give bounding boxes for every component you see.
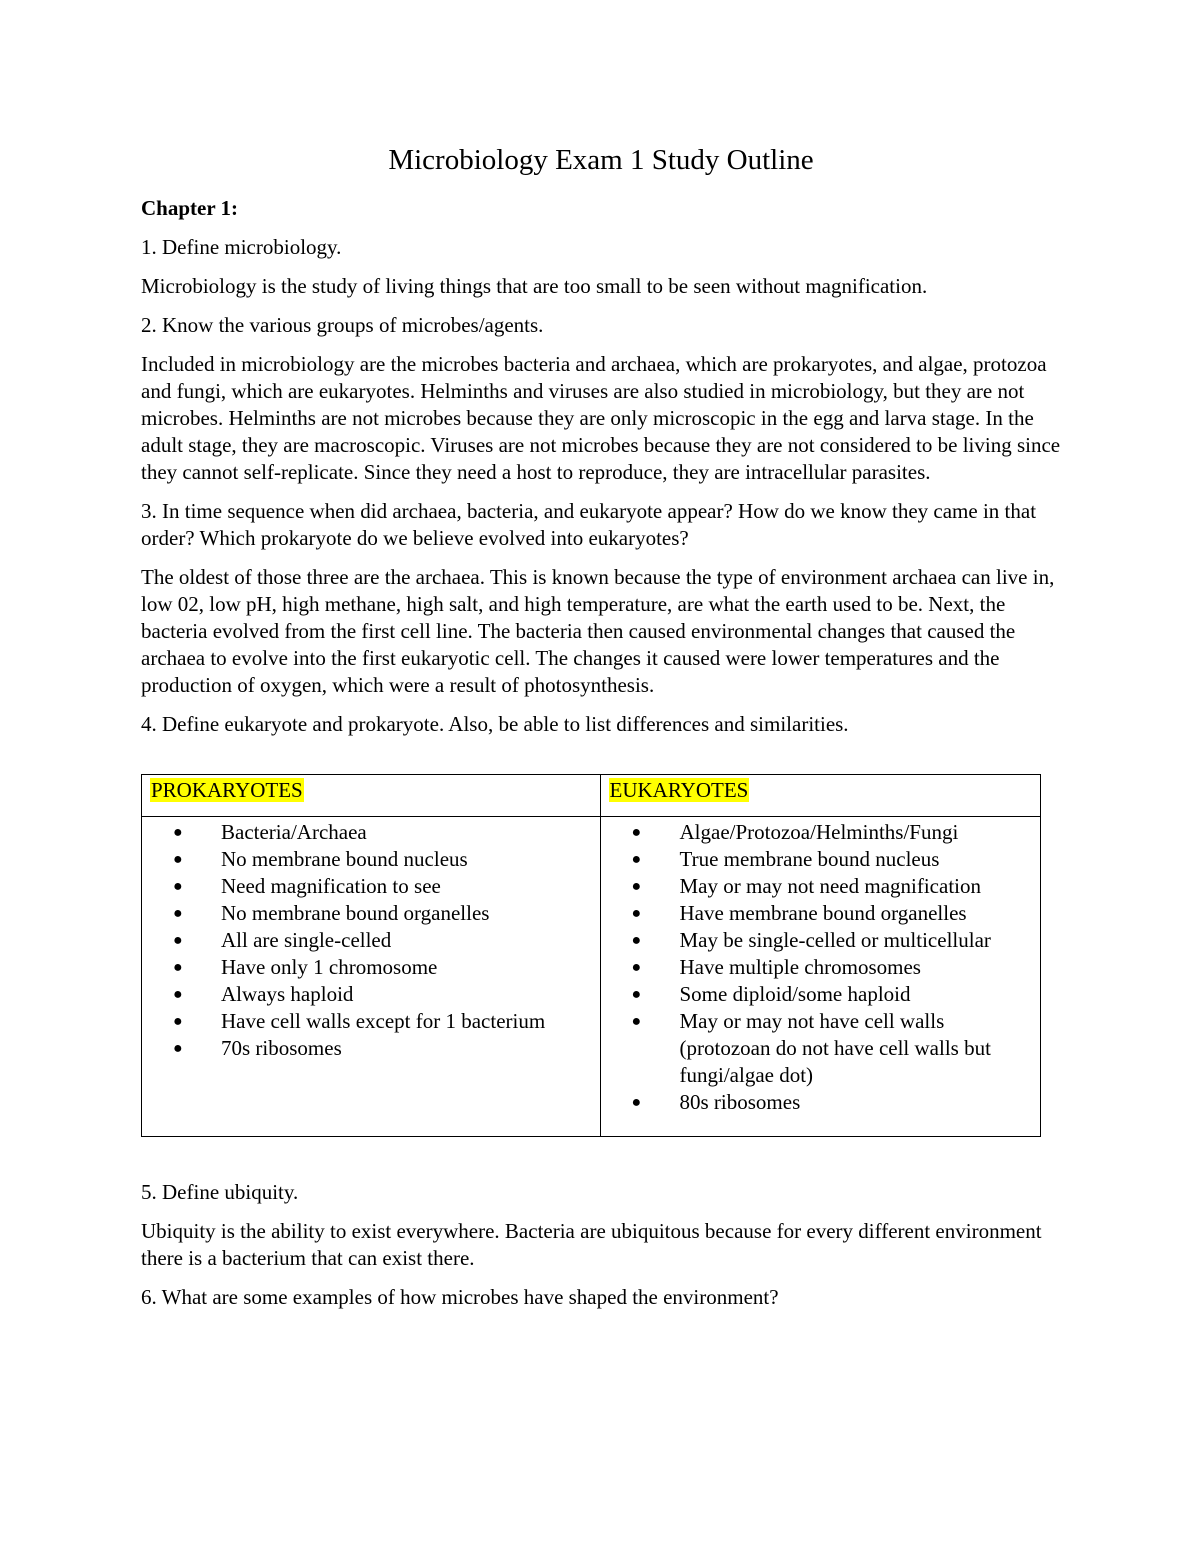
question-4: 4. Define eukaryote and prokaryote. Also, be able to list differences and similarities. — [141, 712, 849, 736]
list-item — [601, 1008, 1041, 1089]
list-item-text: Some diploid/some haploid — [679, 982, 911, 1006]
after-table-section — [141, 1179, 1061, 1311]
list-item-text: May be single-celled or multicellular — [679, 928, 991, 952]
bullet-icon: ● — [631, 905, 642, 922]
bullet-icon: ● — [631, 959, 642, 976]
list-item — [601, 927, 1041, 954]
list-item-text: Algae/Protozoa/Helminths/Fungi — [679, 820, 959, 844]
answer-2: Included in microbiology are the microbes bacteria and archaea, which are prokaryotes, and algae, protozoa and fungi, which are eukaryotes. Helminths and viruses are also studied in microbiology, but they are not microbes. Helminths are not microbes because they are only microscopic in the egg and larva stage. In the adult stage, they are macroscopic. Viruses are not microbes because they are not considered to be living since they cannot self-replicate. Since they need a host to reproduce, they are intracellular parasites. — [141, 352, 1061, 484]
eukaryotes-header-cell — [600, 775, 1041, 817]
list-item — [142, 846, 600, 873]
bullet-icon: ● — [631, 824, 642, 841]
list-item — [601, 954, 1041, 981]
bullet-icon: ● — [631, 878, 642, 895]
question-1: 1. Define microbiology. — [141, 235, 342, 259]
list-item — [601, 846, 1041, 873]
list-item-text: Have only 1 chromosome — [221, 955, 438, 979]
question-3: 3. In time sequence when did archaea, bacteria, and eukaryote appear? How do we know they came in that order? Which prokaryote do we believe evolved into eukaryotes? — [141, 499, 1037, 550]
list-item-text: Need magnification to see — [221, 874, 441, 898]
list-item — [601, 900, 1041, 927]
bullet-icon: ● — [173, 824, 183, 841]
list-item-text: No membrane bound nucleus — [221, 847, 468, 871]
question-5: 5. Define ubiquity. — [141, 1180, 299, 1204]
list-item-text: Bacteria/Archaea — [221, 820, 367, 844]
bullet-icon: ● — [173, 878, 183, 895]
bullet-icon: ● — [173, 959, 183, 976]
list-item — [142, 927, 600, 954]
bullet-icon: ● — [631, 851, 642, 868]
bullet-icon: ● — [631, 986, 642, 1003]
list-item-text: True membrane bound nucleus — [679, 847, 940, 871]
bullet-icon: ● — [173, 986, 183, 1003]
list-item — [142, 1008, 600, 1035]
prokaryotes-header-cell — [142, 775, 601, 817]
list-item — [601, 819, 1041, 846]
list-item-text: Always haploid — [221, 982, 354, 1006]
list-item — [142, 873, 600, 900]
bullet-icon: ● — [173, 905, 183, 922]
list-item-text: May or may not need magnification — [679, 874, 981, 898]
bullet-icon: ● — [631, 1013, 642, 1030]
list-item — [142, 981, 600, 1008]
eukaryotes-cell — [600, 817, 1041, 1137]
list-item-text: All are single-celled — [221, 928, 392, 952]
list-item-text: 80s ribosomes — [679, 1090, 801, 1114]
comparison-table — [141, 774, 1041, 1137]
bullet-icon: ● — [631, 1094, 642, 1111]
document-title: Microbiology Exam 1 Study Outline — [388, 144, 814, 176]
prokaryotes-list — [142, 819, 600, 1062]
chapter-heading: Chapter 1: — [141, 196, 239, 220]
list-item — [142, 819, 600, 846]
eukaryotes-header: EUKARYOTES — [609, 778, 749, 802]
list-item-text: No membrane bound organelles — [221, 901, 490, 925]
list-item-text: Have membrane bound organelles — [679, 901, 967, 925]
list-item — [142, 1035, 600, 1062]
answer-1: Microbiology is the study of living things that are too small to be seen without magnification. — [141, 274, 928, 298]
list-item-text: 70s ribosomes — [221, 1036, 342, 1060]
bullet-icon: ● — [173, 932, 183, 949]
bullet-icon: ● — [631, 932, 642, 949]
answer-3: The oldest of those three are the archaea. This is known because the type of environment archaea can live in, low 02, low pH, high methane, high salt, and high temperature, are what the earth used to be. Next, the bacteria evolved from the first cell line. The bacteria then caused environmental changes that caused the archaea to evolve into the first eukaryotic cell. The changes it caused were lower temperatures and the production of oxygen, which were a result of photosynthesis. — [141, 565, 1055, 697]
list-item — [601, 873, 1041, 900]
list-item — [142, 954, 600, 981]
bullet-icon: ● — [173, 851, 183, 868]
list-item-text: May or may not have cell walls (protozoan do not have cell walls but fungi/algae dot) — [679, 1009, 991, 1087]
list-item-text: Have cell walls except for 1 bacterium — [221, 1009, 546, 1033]
question-2: 2. Know the various groups of microbes/agents. — [141, 313, 544, 337]
eukaryotes-list — [601, 819, 1041, 1116]
list-item — [601, 1089, 1041, 1116]
list-item — [601, 981, 1041, 1008]
document-page — [141, 140, 1061, 1323]
bullet-icon: ● — [173, 1013, 183, 1030]
table-body-row — [142, 817, 1041, 1137]
table-header-row — [142, 775, 1041, 817]
prokaryotes-cell — [142, 817, 601, 1137]
answer-5: Ubiquity is the ability to exist everywhere. Bacteria are ubiquitous because for every different environment there is a bacterium that can exist there. — [141, 1219, 1042, 1270]
prokaryotes-header: PROKARYOTES — [151, 778, 303, 802]
bullet-icon: ● — [173, 1040, 183, 1057]
question-6: 6. What are some examples of how microbes have shaped the environment? — [141, 1285, 779, 1309]
comparison-table-wrap — [141, 774, 1041, 1137]
list-item — [142, 900, 600, 927]
list-item-text: Have multiple chromosomes — [679, 955, 921, 979]
